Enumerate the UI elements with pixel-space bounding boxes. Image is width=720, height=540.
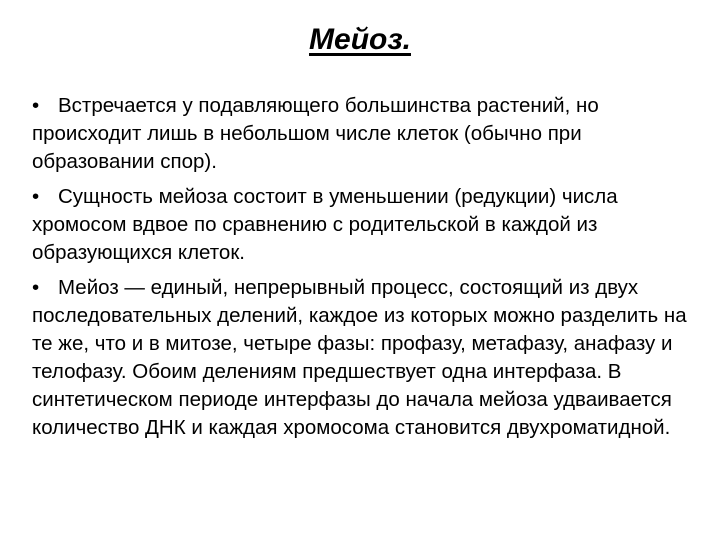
bullet-icon: • bbox=[32, 185, 40, 208]
paragraph-1-text: Встречается у подавляющего большинства растений, но происходит лишь в небольшом числе клеток (обычно при образовании спор). bbox=[32, 94, 599, 173]
paragraph-2-text: Сущность мейоза состоит в уменьшении (редукции) числа хромосом вдвое по сравнению с родительской в каждой из образующихся клеток. bbox=[32, 185, 618, 264]
slide-body bbox=[32, 92, 694, 449]
paragraph-3 bbox=[32, 274, 694, 442]
paragraph-3-text: Мейоз — единый, непрерывный процесс, состоящий из двух последовательных делений, каждое из которых можно разделить на те же, что и в митозе, четыре фазы: профазу, метафазу, анафазу и телофазу. Обоим делениям предшествует одна интерфаза. В синтетическом периоде интерфазы до начала мейоза удваивается количество ДНК и каждая хромосома становится двухроматидной. bbox=[32, 276, 687, 439]
bullet-icon: • bbox=[32, 94, 40, 117]
paragraph-1 bbox=[32, 92, 694, 176]
slide-title: Мейоз. bbox=[309, 23, 411, 56]
bullet-icon: • bbox=[32, 276, 40, 299]
paragraph-2 bbox=[32, 183, 694, 267]
